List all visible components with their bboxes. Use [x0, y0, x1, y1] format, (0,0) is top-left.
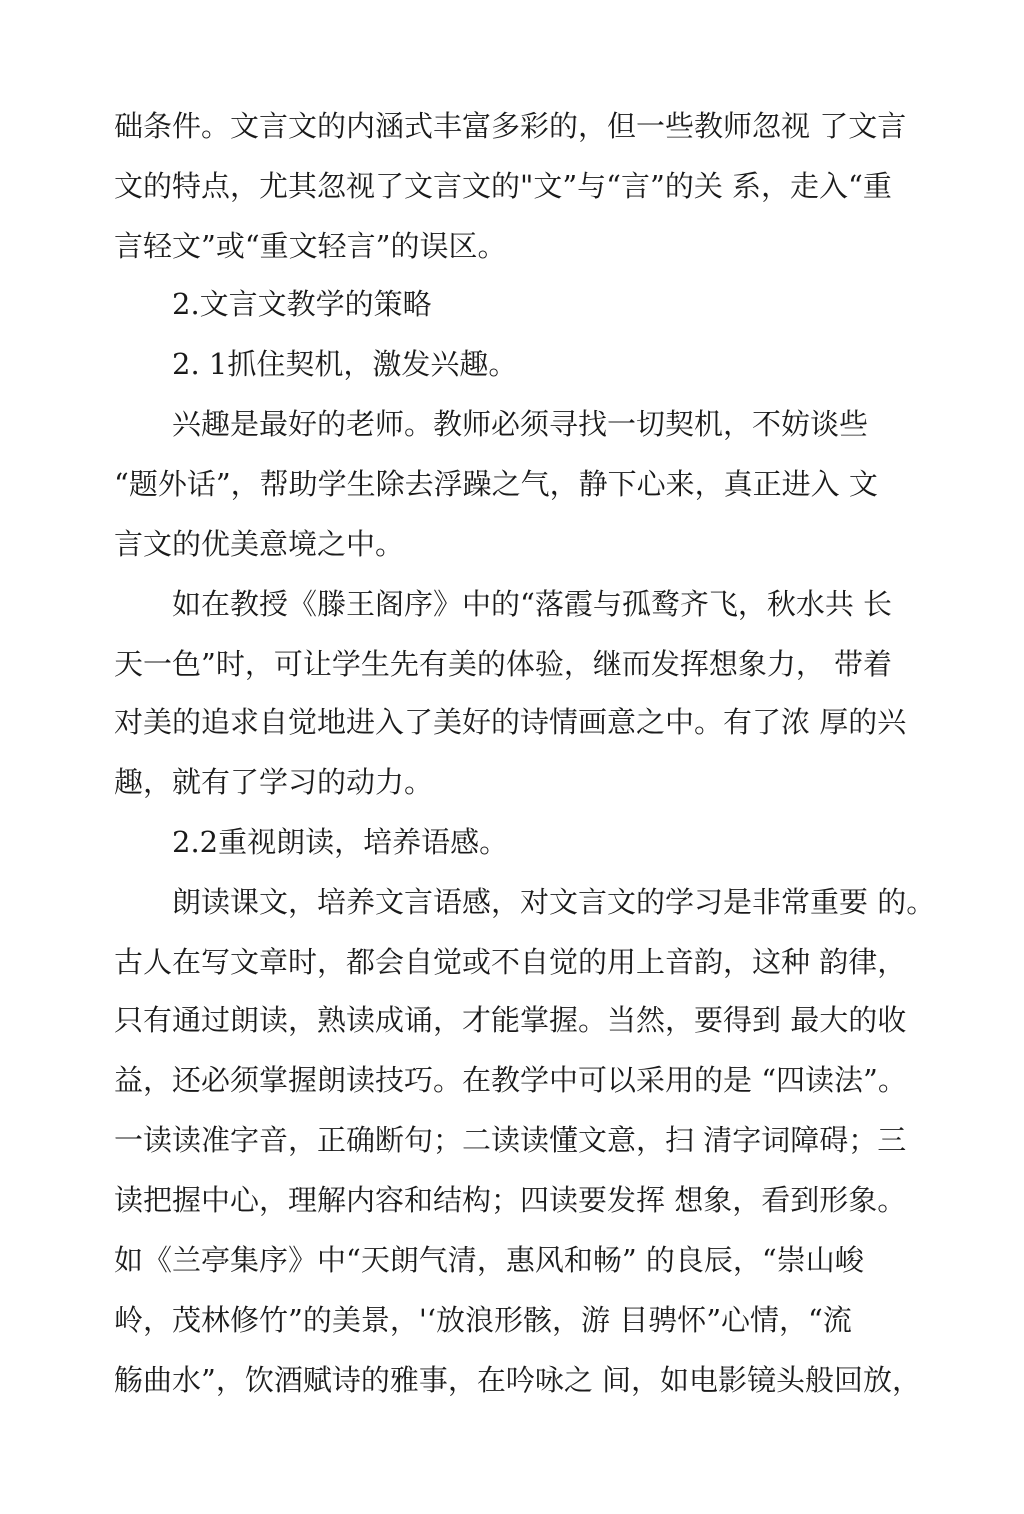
text-line: 文的特点，尤其忽视了文言文的"文”与“言”的关 系，走入“重 — [114, 169, 892, 203]
text-line: 朗读课文，培养文言语感，对文言文的学习是非常重要 的。 — [172, 885, 936, 919]
text-line: 础条件。文言文的内涵式丰富多彩的，但一些教师忽视 了文言 — [114, 109, 907, 143]
text-line: 益，还必须掌握朗读技巧。在教学中可以采用的是 “四读法”。 — [114, 1063, 907, 1097]
text-line: 一读读准字音，正确断句；二读读懂文意，扫 清字词障碍；三 — [114, 1123, 907, 1157]
text-line: 如在教授《滕王阁序》中的“落霞与孤鹜齐飞，秋水共 长 — [172, 587, 893, 621]
text-line: 如《兰亭集序》中“天朗气清，惠风和畅” 的良辰，“崇山峻 — [114, 1243, 864, 1277]
text-line: 古人在写文章时，都会自觉或不自觉的用上音韵，这种 韵律， — [114, 945, 907, 979]
subsection-heading: 2. 1抓住契机，激发兴趣。 — [172, 347, 518, 381]
subsection-heading: 2.2重视朗读，培养语感。 — [172, 825, 509, 859]
text-line: 读把握中心，理解内容和结构；四读要发挥 想象，看到形象。 — [114, 1183, 907, 1217]
text-line: 只有通过朗读，熟读成诵，才能掌握。当然，要得到 最大的收 — [114, 1003, 907, 1037]
text-line: 趣，就有了学习的动力。 — [114, 765, 434, 799]
text-line: 天一色”时，可让学生先有美的体验，继而发挥想象力， 带着 — [114, 647, 893, 681]
text-line: 觞曲水”，饮酒赋诗的雅事，在吟咏之 间，如电影镜头般回放， — [114, 1363, 922, 1397]
text-line: 岭，茂林修竹”的美景，'‘放浪形骸，游 目骋怀”心情，“流 — [114, 1303, 852, 1337]
text-line: 言轻文”或“重文轻言”的误区。 — [114, 229, 507, 263]
text-line: 言文的优美意境之中。 — [114, 527, 405, 561]
text-line: 对美的追求自觉地进入了美好的诗情画意之中。有了浓 厚的兴 — [114, 705, 907, 739]
text-line: “题外话”，帮助学生除去浮躁之气，静下心来，真正进入 文 — [114, 467, 878, 501]
section-heading: 2.文言文教学的策略 — [172, 287, 432, 321]
text-line: 兴趣是最好的老师。教师必须寻找一切契机，不妨谈些 — [172, 407, 869, 441]
